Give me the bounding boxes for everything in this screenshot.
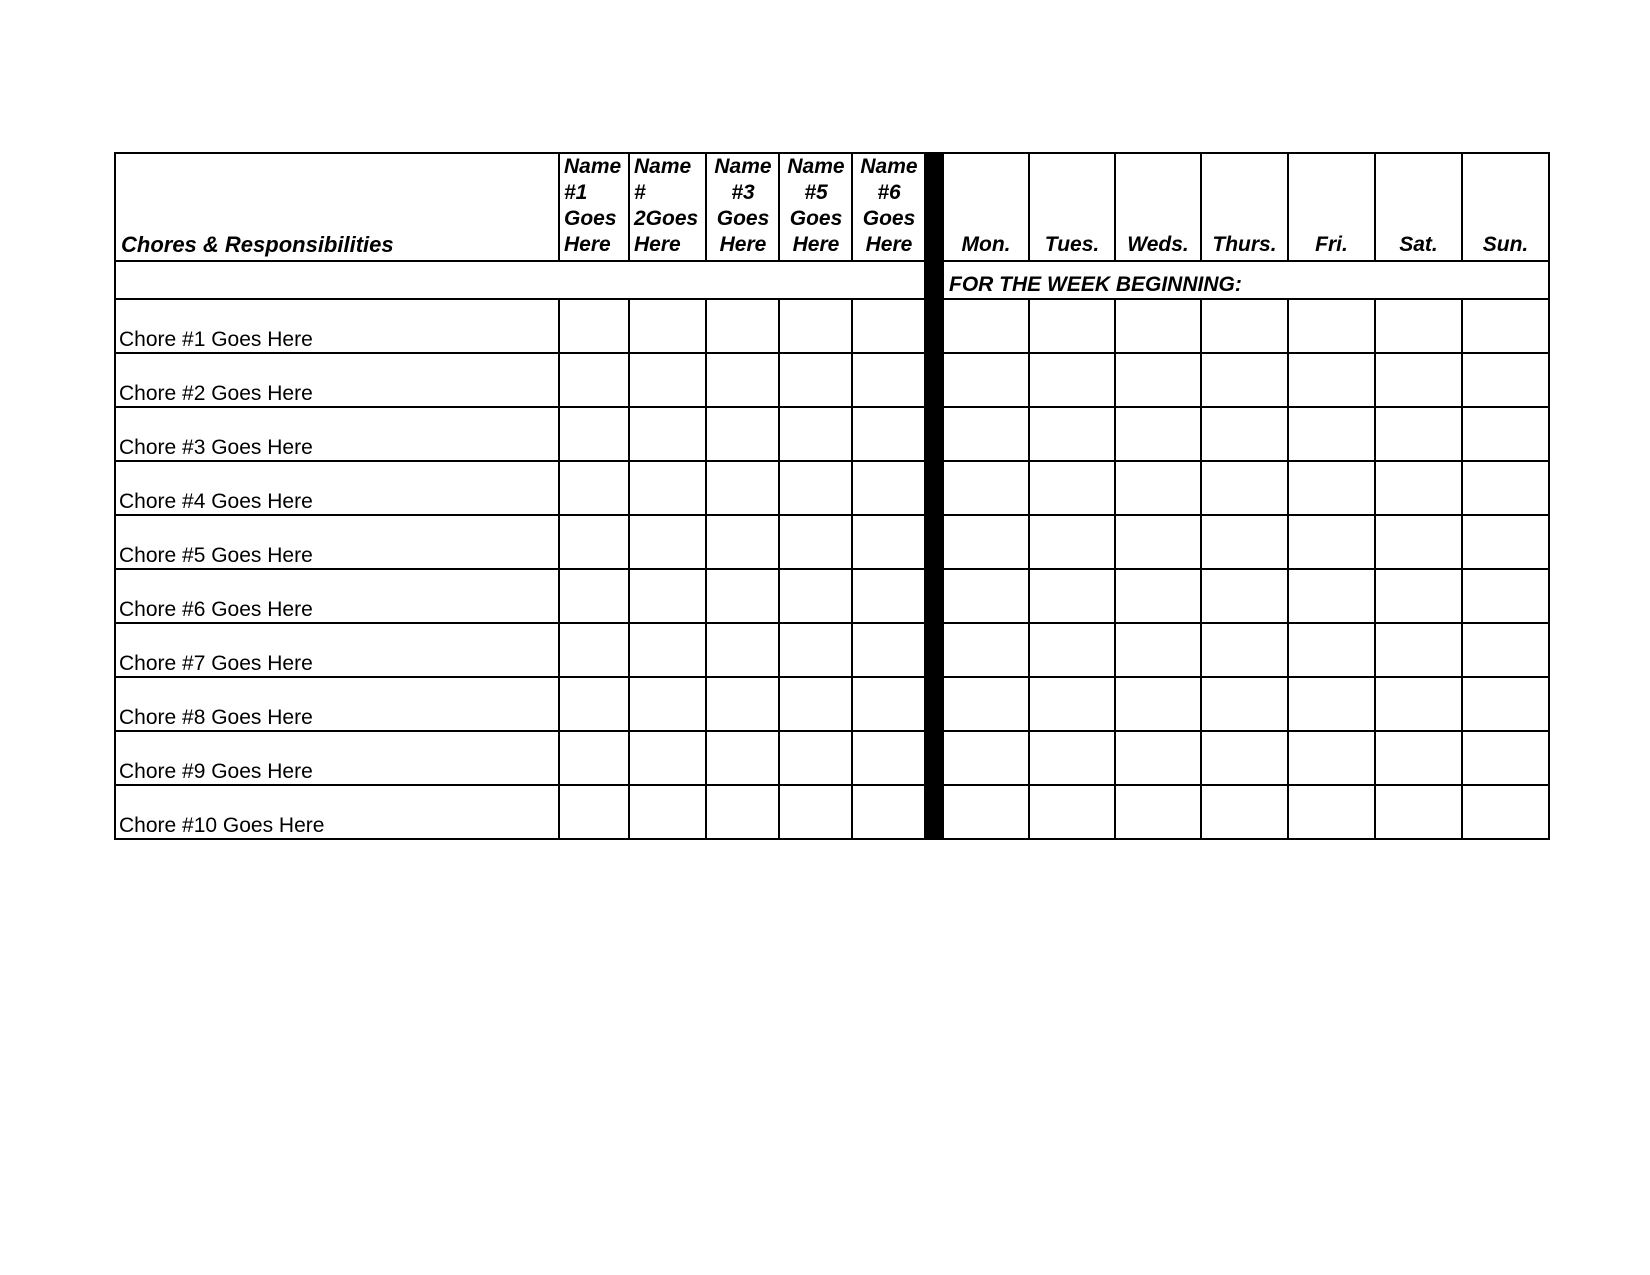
chore-row bbox=[115, 299, 1549, 353]
name-2-check-cell[interactable] bbox=[629, 515, 706, 569]
day-thurs-check-cell[interactable] bbox=[1201, 677, 1288, 731]
day-fri-check-cell[interactable] bbox=[1288, 353, 1375, 407]
day-mon-check-cell[interactable] bbox=[943, 515, 1029, 569]
day-weds-check-cell[interactable] bbox=[1115, 461, 1201, 515]
name-1-check-cell[interactable] bbox=[559, 569, 629, 623]
name-2-check-cell[interactable] bbox=[629, 407, 706, 461]
name-6-check-cell[interactable] bbox=[852, 569, 925, 623]
day-mon-check-cell[interactable] bbox=[943, 677, 1029, 731]
day-fri-check-cell[interactable] bbox=[1288, 299, 1375, 353]
chore-label[interactable]: Chore #4 Goes Here bbox=[115, 461, 559, 515]
chore-label[interactable]: Chore #9 Goes Here bbox=[115, 731, 559, 785]
name-1-check-cell[interactable] bbox=[559, 677, 629, 731]
column-separator bbox=[925, 407, 943, 461]
name-6-check-cell[interactable] bbox=[852, 623, 925, 677]
name-6-check-cell[interactable] bbox=[852, 461, 925, 515]
day-fri-check-cell[interactable] bbox=[1288, 677, 1375, 731]
week-row bbox=[115, 261, 1549, 299]
day-tues-check-cell[interactable] bbox=[1029, 569, 1115, 623]
name-header-1: Name #1 Goes Here bbox=[559, 153, 629, 261]
chore-row bbox=[115, 623, 1549, 677]
day-mon-check-cell[interactable] bbox=[943, 731, 1029, 785]
day-sat-check-cell[interactable] bbox=[1375, 353, 1462, 407]
name-5-check-cell[interactable] bbox=[779, 569, 852, 623]
week-beginning-label[interactable]: FOR THE WEEK BEGINNING: bbox=[943, 261, 1549, 299]
day-fri-check-cell[interactable] bbox=[1288, 515, 1375, 569]
day-thurs-check-cell[interactable] bbox=[1201, 569, 1288, 623]
day-sun-check-cell[interactable] bbox=[1462, 461, 1549, 515]
name-5-check-cell[interactable] bbox=[779, 731, 852, 785]
day-sat-check-cell[interactable] bbox=[1375, 623, 1462, 677]
day-header-mon: Mon. bbox=[943, 153, 1029, 261]
chore-row bbox=[115, 785, 1549, 839]
day-weds-check-cell[interactable] bbox=[1115, 677, 1201, 731]
day-header-weds: Weds. bbox=[1115, 153, 1201, 261]
day-sun-check-cell[interactable] bbox=[1462, 299, 1549, 353]
name-2-check-cell[interactable] bbox=[629, 785, 706, 839]
name-header-3: Name #3 Goes Here bbox=[706, 153, 779, 261]
day-weds-check-cell[interactable] bbox=[1115, 353, 1201, 407]
chore-row bbox=[115, 407, 1549, 461]
day-sun-check-cell[interactable] bbox=[1462, 785, 1549, 839]
name-5-check-cell[interactable] bbox=[779, 353, 852, 407]
name-3-check-cell[interactable] bbox=[706, 785, 779, 839]
day-thurs-check-cell[interactable] bbox=[1201, 515, 1288, 569]
day-mon-check-cell[interactable] bbox=[943, 785, 1029, 839]
day-fri-check-cell[interactable] bbox=[1288, 731, 1375, 785]
day-sat-check-cell[interactable] bbox=[1375, 785, 1462, 839]
day-weds-check-cell[interactable] bbox=[1115, 407, 1201, 461]
name-2-check-cell[interactable] bbox=[629, 623, 706, 677]
day-fri-check-cell[interactable] bbox=[1288, 407, 1375, 461]
name-1-check-cell[interactable] bbox=[559, 407, 629, 461]
column-separator bbox=[925, 299, 943, 353]
day-thurs-check-cell[interactable] bbox=[1201, 623, 1288, 677]
name-5-check-cell[interactable] bbox=[779, 677, 852, 731]
name-3-check-cell[interactable] bbox=[706, 353, 779, 407]
chore-label[interactable]: Chore #1 Goes Here bbox=[115, 299, 559, 353]
name-6-check-cell[interactable] bbox=[852, 407, 925, 461]
day-thurs-check-cell[interactable] bbox=[1201, 299, 1288, 353]
day-thurs-check-cell[interactable] bbox=[1201, 461, 1288, 515]
chore-row bbox=[115, 353, 1549, 407]
day-fri-check-cell[interactable] bbox=[1288, 569, 1375, 623]
day-sun-check-cell[interactable] bbox=[1462, 623, 1549, 677]
name-2-check-cell[interactable] bbox=[629, 353, 706, 407]
chore-row bbox=[115, 731, 1549, 785]
name-3-check-cell[interactable] bbox=[706, 569, 779, 623]
name-1-check-cell[interactable] bbox=[559, 623, 629, 677]
chore-row bbox=[115, 461, 1549, 515]
day-fri-check-cell[interactable] bbox=[1288, 785, 1375, 839]
name-1-check-cell[interactable] bbox=[559, 461, 629, 515]
column-separator bbox=[925, 461, 943, 515]
day-header-tues: Tues. bbox=[1029, 153, 1115, 261]
day-sat-check-cell[interactable] bbox=[1375, 569, 1462, 623]
name-6-check-cell[interactable] bbox=[852, 785, 925, 839]
week-blank-cell[interactable] bbox=[115, 261, 925, 299]
day-fri-check-cell[interactable] bbox=[1288, 461, 1375, 515]
name-2-check-cell[interactable] bbox=[629, 569, 706, 623]
day-mon-check-cell[interactable] bbox=[943, 407, 1029, 461]
header-row bbox=[115, 153, 1549, 261]
name-3-check-cell[interactable] bbox=[706, 731, 779, 785]
day-sun-check-cell[interactable] bbox=[1462, 731, 1549, 785]
day-weds-check-cell[interactable] bbox=[1115, 515, 1201, 569]
day-weds-check-cell[interactable] bbox=[1115, 785, 1201, 839]
name-3-check-cell[interactable] bbox=[706, 623, 779, 677]
column-separator bbox=[925, 623, 943, 677]
day-tues-check-cell[interactable] bbox=[1029, 515, 1115, 569]
day-tues-check-cell[interactable] bbox=[1029, 461, 1115, 515]
name-5-check-cell[interactable] bbox=[779, 461, 852, 515]
day-tues-check-cell[interactable] bbox=[1029, 353, 1115, 407]
day-tues-check-cell[interactable] bbox=[1029, 785, 1115, 839]
chore-chart-table bbox=[114, 152, 1550, 840]
column-separator bbox=[925, 153, 943, 261]
name-6-check-cell[interactable] bbox=[852, 731, 925, 785]
name-2-check-cell[interactable] bbox=[629, 677, 706, 731]
column-separator bbox=[925, 785, 943, 839]
name-2-check-cell[interactable] bbox=[629, 299, 706, 353]
day-sun-check-cell[interactable] bbox=[1462, 353, 1549, 407]
day-mon-check-cell[interactable] bbox=[943, 299, 1029, 353]
name-5-check-cell[interactable] bbox=[779, 299, 852, 353]
name-6-check-cell[interactable] bbox=[852, 353, 925, 407]
chore-label[interactable]: Chore #8 Goes Here bbox=[115, 677, 559, 731]
day-tues-check-cell[interactable] bbox=[1029, 677, 1115, 731]
name-3-check-cell[interactable] bbox=[706, 461, 779, 515]
name-3-check-cell[interactable] bbox=[706, 515, 779, 569]
column-separator bbox=[925, 677, 943, 731]
name-1-check-cell[interactable] bbox=[559, 299, 629, 353]
chore-label[interactable]: Chore #3 Goes Here bbox=[115, 407, 559, 461]
day-tues-check-cell[interactable] bbox=[1029, 407, 1115, 461]
chore-label[interactable]: Chore #2 Goes Here bbox=[115, 353, 559, 407]
day-sat-check-cell[interactable] bbox=[1375, 461, 1462, 515]
column-separator bbox=[925, 353, 943, 407]
name-1-check-cell[interactable] bbox=[559, 515, 629, 569]
column-separator bbox=[925, 515, 943, 569]
name-1-check-cell[interactable] bbox=[559, 353, 629, 407]
day-tues-check-cell[interactable] bbox=[1029, 623, 1115, 677]
name-1-check-cell[interactable] bbox=[559, 731, 629, 785]
chore-row bbox=[115, 569, 1549, 623]
name-2-check-cell[interactable] bbox=[629, 731, 706, 785]
day-header-fri: Fri. bbox=[1288, 153, 1375, 261]
name-3-check-cell[interactable] bbox=[706, 299, 779, 353]
day-sat-check-cell[interactable] bbox=[1375, 677, 1462, 731]
name-6-check-cell[interactable] bbox=[852, 515, 925, 569]
day-mon-check-cell[interactable] bbox=[943, 461, 1029, 515]
day-sun-check-cell[interactable] bbox=[1462, 407, 1549, 461]
name-5-check-cell[interactable] bbox=[779, 623, 852, 677]
day-header-sat: Sat. bbox=[1375, 153, 1462, 261]
day-mon-check-cell[interactable] bbox=[943, 569, 1029, 623]
name-5-check-cell[interactable] bbox=[779, 407, 852, 461]
name-3-check-cell[interactable] bbox=[706, 677, 779, 731]
day-thurs-check-cell[interactable] bbox=[1201, 785, 1288, 839]
column-separator bbox=[925, 731, 943, 785]
day-header-sun: Sun. bbox=[1462, 153, 1549, 261]
day-thurs-check-cell[interactable] bbox=[1201, 353, 1288, 407]
day-sun-check-cell[interactable] bbox=[1462, 677, 1549, 731]
day-weds-check-cell[interactable] bbox=[1115, 731, 1201, 785]
name-5-check-cell[interactable] bbox=[779, 785, 852, 839]
day-weds-check-cell[interactable] bbox=[1115, 623, 1201, 677]
column-separator bbox=[925, 261, 943, 299]
day-sat-check-cell[interactable] bbox=[1375, 407, 1462, 461]
chore-label[interactable]: Chore #6 Goes Here bbox=[115, 569, 559, 623]
day-sun-check-cell[interactable] bbox=[1462, 569, 1549, 623]
day-thurs-check-cell[interactable] bbox=[1201, 731, 1288, 785]
day-sun-check-cell[interactable] bbox=[1462, 515, 1549, 569]
chore-label[interactable]: Chore #10 Goes Here bbox=[115, 785, 559, 839]
day-mon-check-cell[interactable] bbox=[943, 353, 1029, 407]
chore-chart-sheet bbox=[114, 152, 1548, 840]
name-header-6: Name #6 Goes Here bbox=[852, 153, 925, 261]
name-header-2: Name # 2Goes Here bbox=[629, 153, 706, 261]
day-weds-check-cell[interactable] bbox=[1115, 569, 1201, 623]
chart-title: Chores & Responsibilities bbox=[115, 153, 559, 261]
day-tues-check-cell[interactable] bbox=[1029, 299, 1115, 353]
day-fri-check-cell[interactable] bbox=[1288, 623, 1375, 677]
day-mon-check-cell[interactable] bbox=[943, 623, 1029, 677]
name-5-check-cell[interactable] bbox=[779, 515, 852, 569]
column-separator bbox=[925, 569, 943, 623]
day-tues-check-cell[interactable] bbox=[1029, 731, 1115, 785]
day-sat-check-cell[interactable] bbox=[1375, 299, 1462, 353]
day-sat-check-cell[interactable] bbox=[1375, 515, 1462, 569]
chore-row bbox=[115, 515, 1549, 569]
chore-label[interactable]: Chore #7 Goes Here bbox=[115, 623, 559, 677]
name-3-check-cell[interactable] bbox=[706, 407, 779, 461]
name-header-5: Name #5 Goes Here bbox=[779, 153, 852, 261]
name-1-check-cell[interactable] bbox=[559, 785, 629, 839]
chore-label[interactable]: Chore #5 Goes Here bbox=[115, 515, 559, 569]
day-sat-check-cell[interactable] bbox=[1375, 731, 1462, 785]
chore-row bbox=[115, 677, 1549, 731]
day-weds-check-cell[interactable] bbox=[1115, 299, 1201, 353]
day-thurs-check-cell[interactable] bbox=[1201, 407, 1288, 461]
name-2-check-cell[interactable] bbox=[629, 461, 706, 515]
name-6-check-cell[interactable] bbox=[852, 299, 925, 353]
name-6-check-cell[interactable] bbox=[852, 677, 925, 731]
day-header-thurs: Thurs. bbox=[1201, 153, 1288, 261]
